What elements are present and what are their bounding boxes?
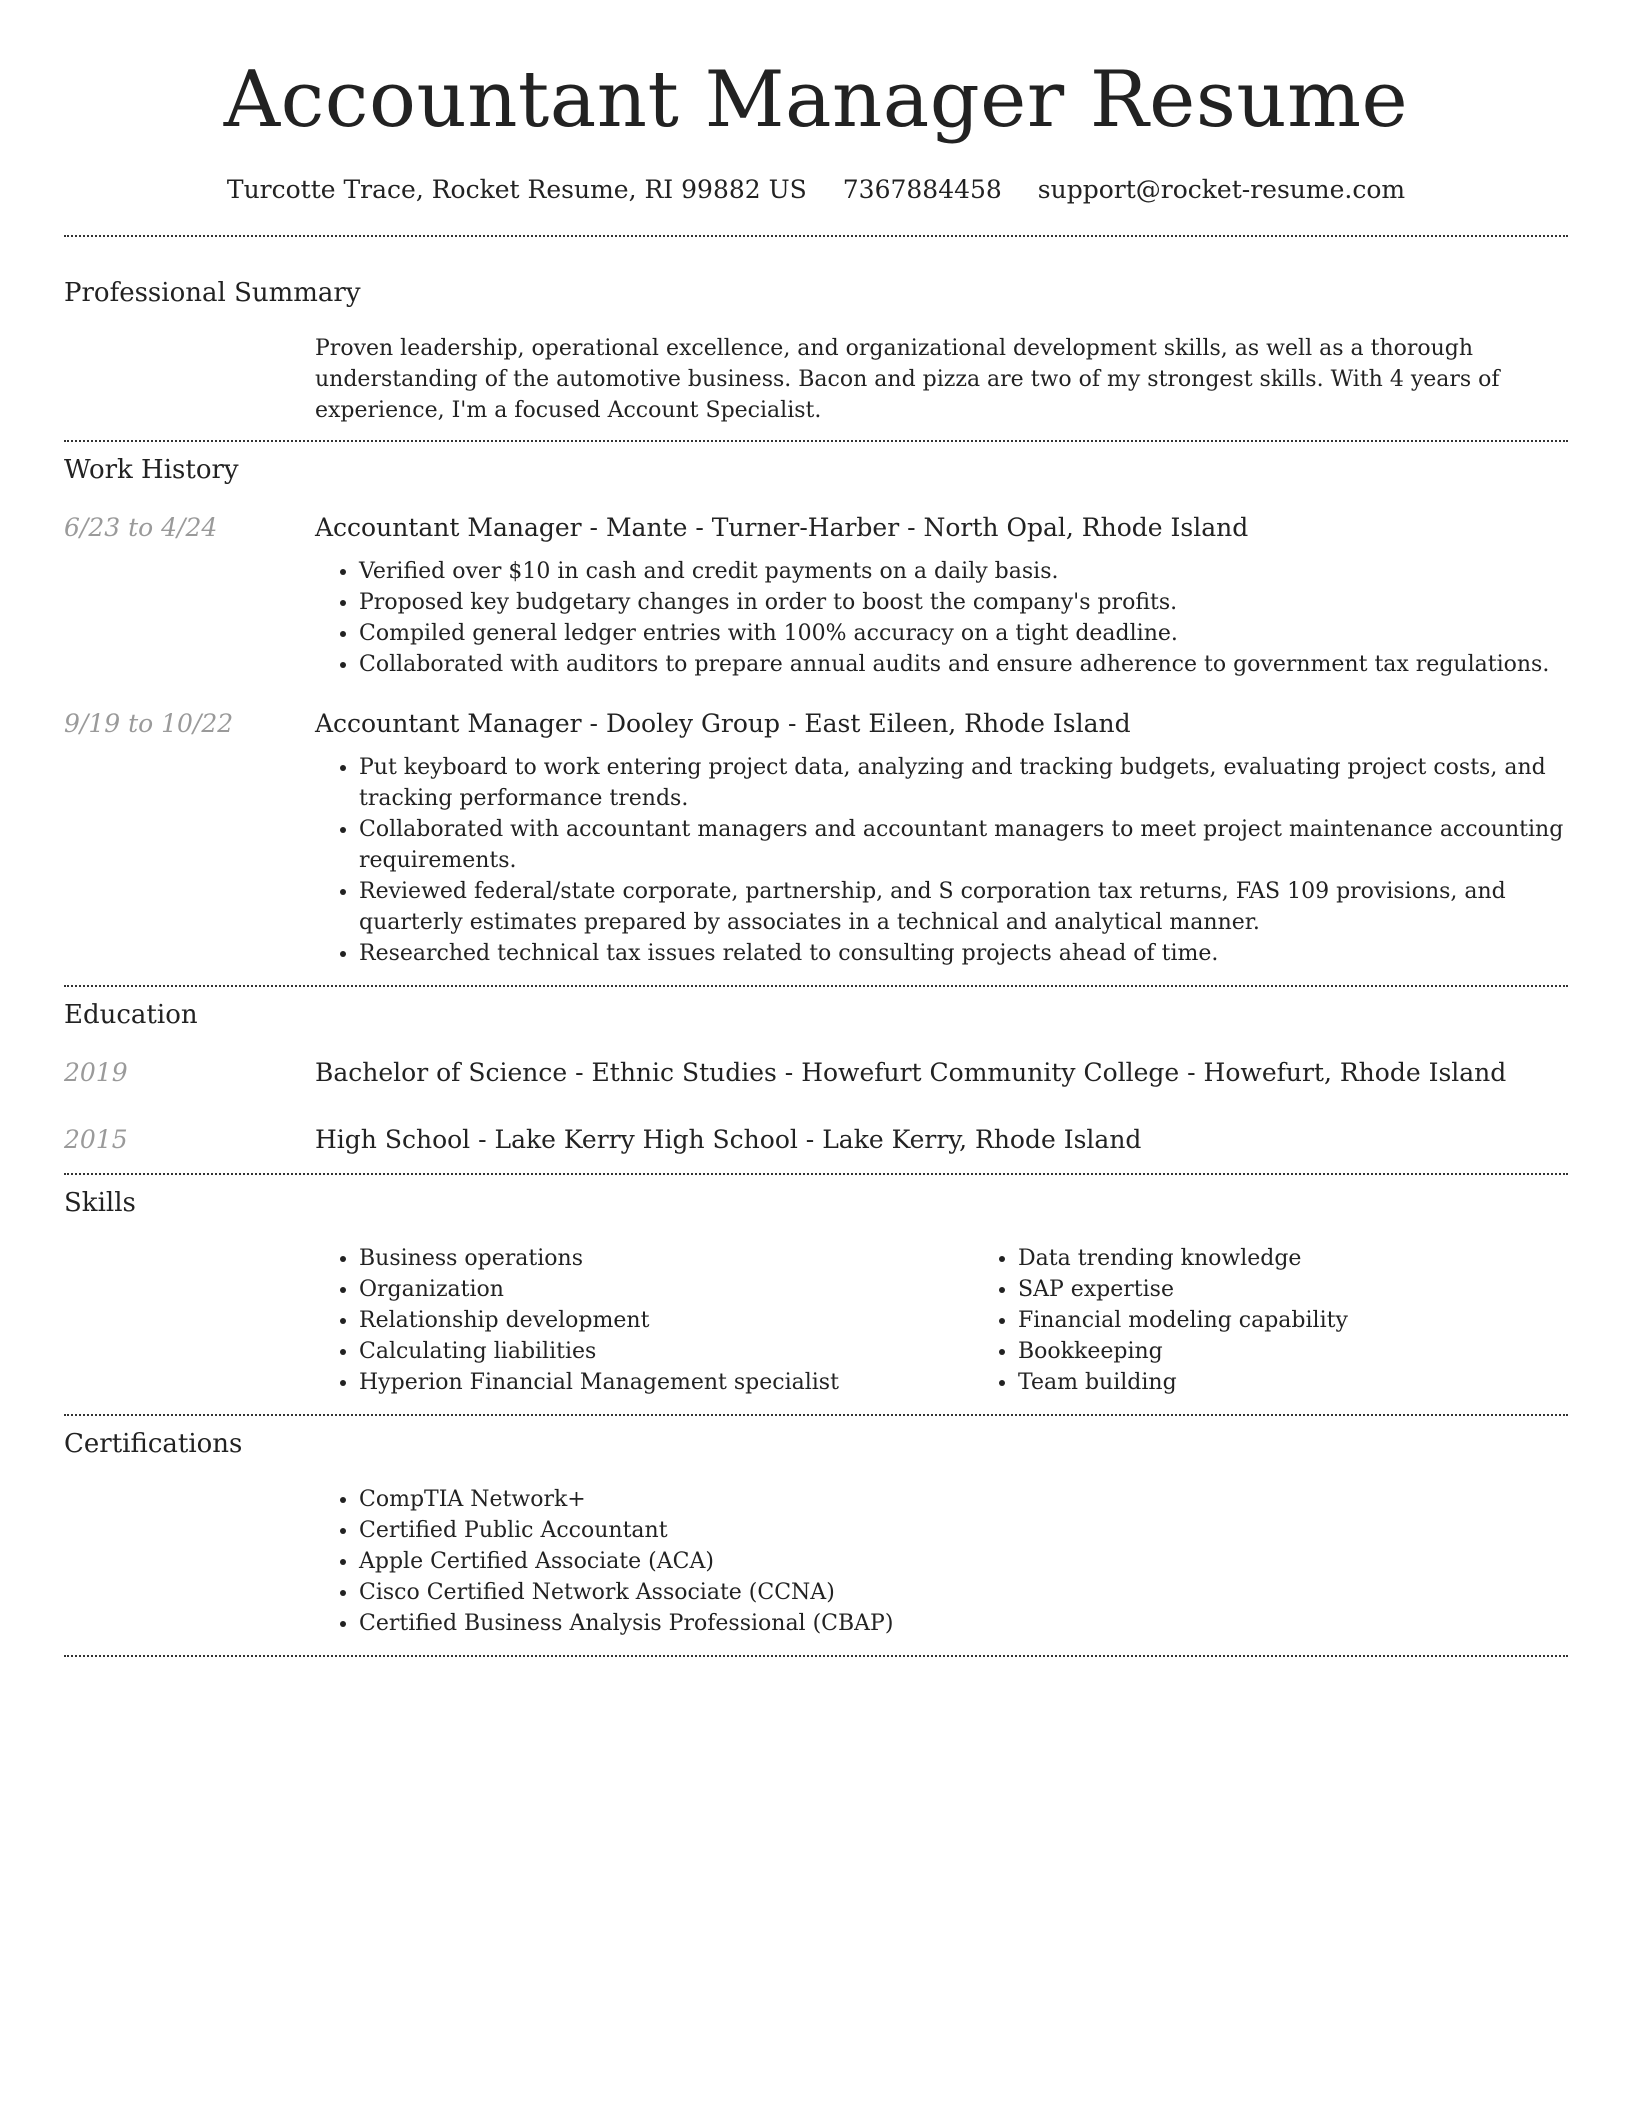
education-year: 2015: [64, 1125, 128, 1154]
education-title: High School - Lake Kerry High School - Lake Kerry, Rhode Island: [315, 1125, 1142, 1154]
skills-heading: Skills: [64, 1188, 136, 1218]
work-history-heading: Work History: [64, 455, 239, 485]
list-item: • Collaborated with auditors to prepare annual audits and ensure adherence to government tax regulations.: [359, 649, 1568, 680]
list-item: • Apple Certified Associate (ACA): [359, 1546, 1568, 1577]
list-item: • Relationship development: [359, 1305, 974, 1336]
list-item: • Bookkeeping: [1018, 1336, 1632, 1367]
job-dates: 6/23 to 4/24: [64, 513, 218, 542]
work-history-section: [64, 452, 1568, 969]
divider: [64, 985, 1568, 987]
list-item: • Researched technical tax issues related to consulting projects ahead of time.: [359, 938, 1568, 969]
list-item: • Collaborated with accountant managers and accountant managers to meet project maintenance accounting requirements.: [359, 814, 1568, 876]
certifications-section: [64, 1426, 1568, 1639]
list-item: • SAP expertise: [1018, 1274, 1632, 1305]
divider: [64, 1655, 1568, 1657]
summary-text: Proven leadership, operational excellence, and organizational development skills, as well as a thorough understanding of the automotive business. Bacon and pizza are two of my strongest skills. With 4 years of experience, I'm a focused Account Specialist.: [315, 336, 1500, 423]
contact-address: Turcotte Trace, Rocket Resume, RI 99882 US: [226, 175, 807, 204]
list-item: • Put keyboard to work entering project data, analyzing and tracking budgets, evaluating project costs, and tracking performance trends.: [359, 752, 1568, 814]
job-bullets: [315, 752, 1568, 969]
list-item: • Calculating liabilities: [359, 1336, 974, 1367]
list-item: • Organization: [359, 1274, 974, 1305]
list-item: • Certified Business Analysis Professional (CBAP): [359, 1608, 1568, 1639]
certifications-list: [315, 1484, 1568, 1639]
divider: [64, 1414, 1568, 1416]
list-item: • Reviewed federal/state corporate, partnership, and S corporation tax returns, FAS 109 provisions, and quarterly estimates prepared by associates in a technical and analytical manner.: [359, 876, 1568, 938]
job-title: Accountant Manager - Dooley Group - East Eileen, Rhode Island: [315, 709, 1131, 738]
divider: [64, 1173, 1568, 1175]
skills-spacer: [64, 1243, 315, 1398]
skills-section: [64, 1185, 1568, 1398]
list-item: • Certified Public Accountant: [359, 1515, 1568, 1546]
contact-line: [64, 172, 1568, 208]
education-entry: [64, 1055, 1568, 1091]
list-item: • Team building: [1018, 1367, 1632, 1398]
certifications-spacer: [64, 1484, 315, 1639]
list-item: • Business operations: [359, 1243, 974, 1274]
job-entry: [64, 510, 1568, 680]
education-year: 2019: [64, 1058, 128, 1087]
divider: [64, 440, 1568, 442]
list-item: • Proposed key budgetary changes in order to boost the company's profits.: [359, 587, 1568, 618]
contact-phone: 7367884458: [842, 175, 1002, 204]
summary-spacer: [64, 333, 315, 426]
education-heading: Education: [64, 1000, 198, 1030]
summary-section: [64, 275, 1568, 426]
summary-heading: Professional Summary: [64, 278, 361, 308]
certifications-heading: Certifications: [64, 1429, 243, 1459]
job-bullets: [315, 556, 1568, 680]
education-section: [64, 997, 1568, 1158]
skills-list: [315, 1243, 974, 1398]
education-entry: [64, 1122, 1568, 1158]
skills-grid: [315, 1243, 1632, 1398]
list-item: • Data trending knowledge: [1018, 1243, 1632, 1274]
skills-list: [974, 1243, 1632, 1398]
list-item: • Verified over $10 in cash and credit payments on a daily basis.: [359, 556, 1568, 587]
list-item: • CompTIA Network+: [359, 1484, 1568, 1515]
job-entry: [64, 706, 1568, 969]
list-item: • Cisco Certified Network Associate (CCNA): [359, 1577, 1568, 1608]
list-item: • Compiled general ledger entries with 100% accuracy on a tight deadline.: [359, 618, 1568, 649]
resume-title: Accountant Manager Resume: [223, 55, 1409, 145]
list-item: • Financial modeling capability: [1018, 1305, 1632, 1336]
contact-email: support@rocket-resume.com: [1037, 175, 1406, 204]
education-title: Bachelor of Science - Ethnic Studies - Howefurt Community College - Howefurt, Rhode Island: [315, 1058, 1507, 1087]
job-title: Accountant Manager - Mante - Turner-Harber - North Opal, Rhode Island: [315, 513, 1249, 542]
job-dates: 9/19 to 10/22: [64, 709, 234, 738]
list-item: • Hyperion Financial Management specialist: [359, 1367, 974, 1398]
divider: [64, 235, 1568, 237]
